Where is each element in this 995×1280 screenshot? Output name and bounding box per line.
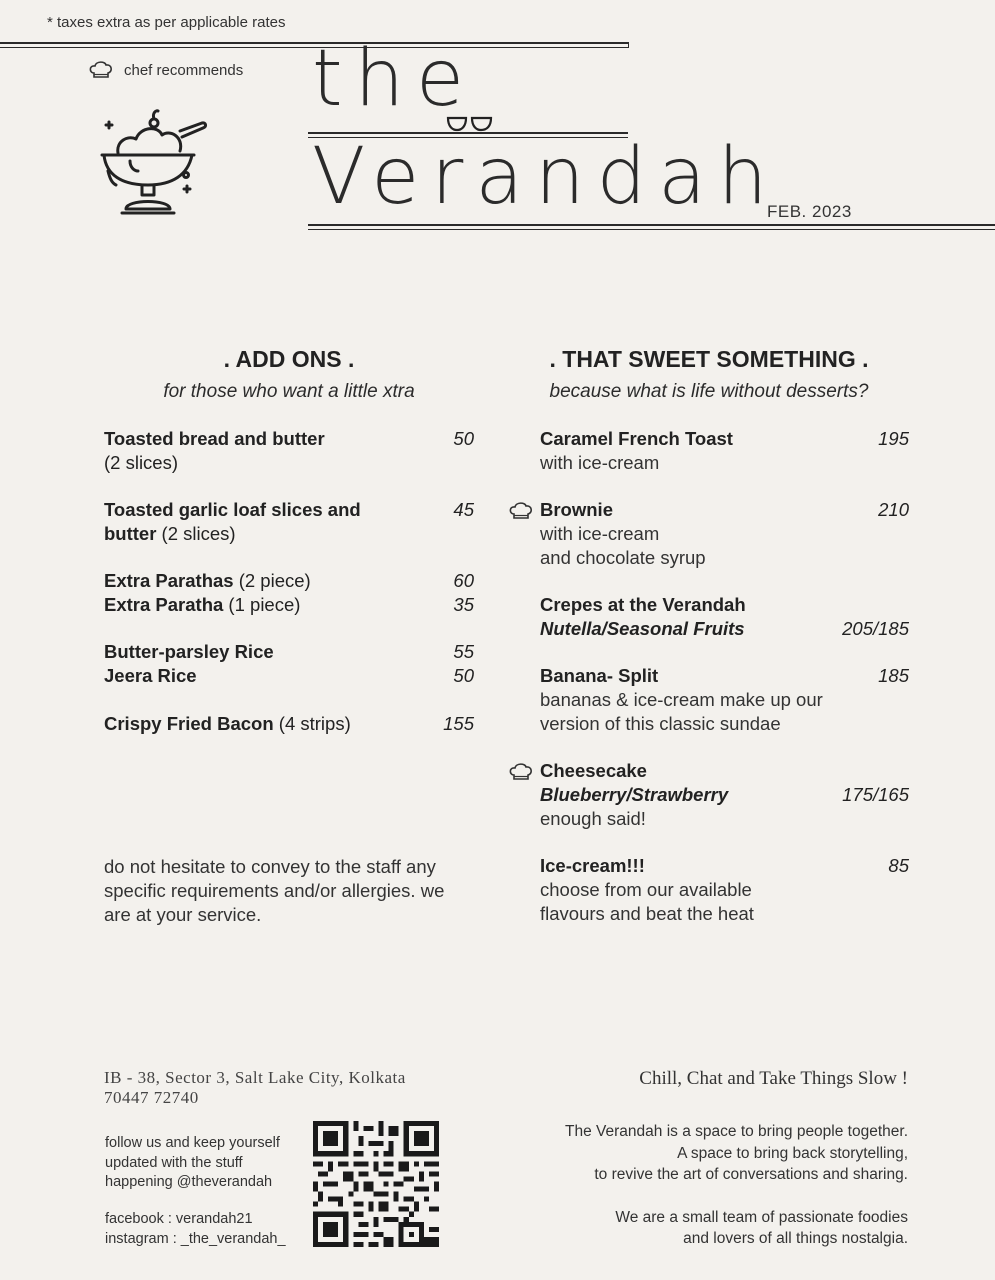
logo-line-the: the [312,34,477,124]
addon-price: 45 [453,499,474,520]
addon-detail: (2 slices) [156,523,236,544]
dessert-name: Banana- Split [540,665,659,686]
dessert-name: Crepes at the Verandah [540,594,746,615]
addons-title: . ADD ONS . [223,346,355,372]
addon-item [104,427,404,475]
chef-legend-label: chef recommends [124,61,244,79]
addon-name: Toasted garlic loaf slices and [104,499,361,520]
dessert-item [540,854,840,926]
addon-detail: (1 piece) [223,594,301,615]
addon-name: Butter-parsley Rice [104,641,274,662]
sundae-icon [98,105,210,223]
dessert-item [540,664,840,736]
about-text [488,1121,908,1271]
instagram-handle: instagram : _the_verandah_ [105,1230,286,1247]
dessert-price: 210 [878,499,909,520]
phone-number: 70447 72740 [104,1088,199,1107]
about-line: A space to bring back storytelling, [677,1144,908,1162]
chef-hat-icon [88,60,114,80]
logo-rule-bottom-thin [308,229,995,230]
dessert-item [540,759,840,831]
logo-rule-corner [628,42,629,48]
social-handles [105,1210,286,1249]
dessert-desc: flavours and beat the heat [540,903,754,924]
addon-item [104,498,414,546]
desserts-subtitle: because what is life without desserts? [549,381,869,402]
address-street: IB - 38, Sector 3, Salt Lake City, Kolkata [104,1068,406,1087]
addon-name: Extra Paratha [104,594,224,615]
addon-price: 50 [453,428,474,449]
chef-legend [88,60,243,80]
addon-price: 60 [453,570,474,591]
addon-name-cont: butter [104,523,157,544]
dessert-name: Brownie [540,499,613,520]
dessert-price: 85 [888,855,909,876]
addon-detail: (2 piece) [233,570,311,591]
dessert-desc: choose from our available [540,879,752,900]
bowls-icon [446,114,494,134]
allergy-note: do not hesitate to convey to the staff any specific requirements and/or allergies. we are at your service. [104,856,445,925]
dessert-price: 205/185 [842,618,909,639]
addon-item [104,664,404,688]
dessert-desc: enough said! [540,808,646,829]
dessert-variant: Blueberry/Strawberry [540,784,729,805]
logo-rule-bottom [308,224,995,226]
dessert-desc: version of this classic sundae [540,713,781,734]
about-line: The Verandah is a space to bring people together. [565,1123,908,1140]
menu-date: FEB. 2023 [767,202,852,221]
dessert-desc: and chocolate syrup [540,547,706,568]
dessert-name: Caramel French Toast [540,428,733,449]
facebook-handle: facebook : verandah21 [105,1211,253,1227]
addon-price: 50 [453,665,474,686]
addon-item [104,640,404,664]
dessert-desc: with ice-cream [540,452,660,473]
dessert-item [540,593,840,641]
dessert-variant: Nutella/Seasonal Fruits [540,618,745,639]
desserts-title: . THAT SWEET SOMETHING . [549,346,869,372]
addon-price: 55 [453,641,474,662]
dessert-item [540,498,840,570]
dessert-price: 195 [878,428,909,449]
address [104,1068,406,1108]
addon-name: Extra Parathas [104,570,234,591]
about-line: We are a small team of passionate foodies [615,1208,908,1226]
dessert-item [540,427,840,475]
addon-detail: (2 slices) [104,452,179,473]
about-line: and lovers of all things nostalgia. [683,1230,908,1247]
dessert-price: 175/165 [842,784,909,805]
addons-subtitle: for those who want a little xtra [163,381,415,402]
addon-price: 155 [443,713,474,734]
tax-note: * taxes extra as per applicable rates [47,14,286,31]
addon-item [104,593,404,617]
chef-hat-icon [508,762,534,782]
logo-line-verandah: Verandah [312,132,780,222]
addon-name: Toasted bread and butter [104,428,325,449]
addon-detail: (4 strips) [273,713,351,734]
qr-code [313,1120,439,1248]
addon-name: Crispy Fried Bacon [104,713,274,734]
follow-text: follow us and keep yourself updated with the stuff happening @theverandah [105,1135,280,1190]
addon-item [104,569,404,593]
addon-price: 35 [453,594,474,615]
addon-name: Jeera Rice [104,665,197,686]
addon-item [104,712,404,736]
about-line: to revive the art of conversations and sharing. [594,1166,908,1183]
logo [312,34,780,230]
dessert-name: Cheesecake [540,760,647,781]
dessert-name: Ice-cream!!! [540,855,645,876]
chef-hat-icon [508,501,534,521]
dessert-price: 185 [878,665,909,686]
tagline: Chill, Chat and Take Things Slow ! [639,1068,908,1089]
dessert-desc: with ice-cream [540,523,660,544]
dessert-desc: bananas & ice-cream make up our [540,689,823,710]
